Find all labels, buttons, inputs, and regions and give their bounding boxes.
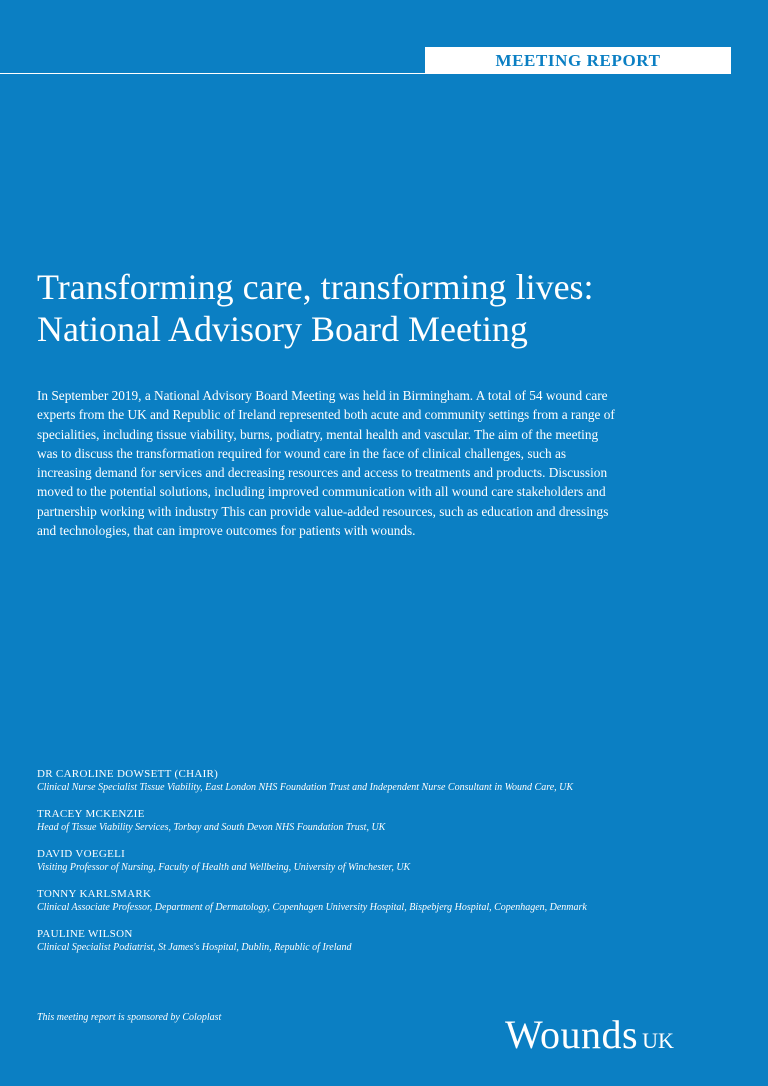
author-name: TRACEY MCKENZIE [37,808,145,820]
author-name: DR CAROLINE DOWSETT (CHAIR) [37,768,219,780]
logo-wordmark: Wounds [505,1012,639,1057]
author-entry [37,767,737,795]
abstract-paragraph: In September 2019, a National Advisory Board Meeting was held in Birmingham. A total of 54 wound care experts from the UK and Republic of Ireland represented both acute and community settings from a range of specialities, including tissue viability, burns, podiatry, mental health and vascular. The aim of the meeting was to discuss the transformation required for wound care in the face of clinical challenges, such as increasing demand for services and decreasing resources and access to treatments and products. Discussion moved to the potential solutions, including improved communication with all wound care stakeholders and partnership working with industry This can provide value-added resources, such as education and dressings and technologies, that can improve outcomes for patients with wounds. [37,388,615,539]
page-title [37,266,737,350]
report-type-badge: MEETING REPORT [425,47,731,74]
author-affiliation: Clinical Specialist Podiatrist, St James's Hospital, Dublin, Republic of Ireland [37,942,352,953]
wounds-uk-logo [505,1010,725,1060]
author-entry [37,887,737,915]
author-entry [37,847,737,875]
author-list [37,767,737,967]
author-entry [37,807,737,835]
author-affiliation: Clinical Associate Professor, Department of Dermatology, Copenhagen University Hospital, Bispebjerg Hospital, Copenhagen, Denmark [37,902,587,913]
sponsor-note: This meeting report is sponsored by Coloplast [37,1012,222,1023]
author-affiliation: Clinical Nurse Specialist Tissue Viability, East London NHS Foundation Trust and Independent Nurse Consultant in Wound Care, UK [37,782,574,793]
author-affiliation: Visiting Professor of Nursing, Faculty of Health and Wellbeing, University of Winchester, UK [37,862,411,873]
author-name: DAVID VOEGELI [37,848,126,860]
author-name: PAULINE WILSON [37,928,133,940]
logo-suffix: UK [642,1028,674,1053]
author-name: TONNY KARLSMARK [37,888,152,900]
author-entry [37,927,737,955]
header-rule [0,73,425,74]
title-line-1: Transforming care, transforming lives: [37,267,594,307]
author-affiliation: Head of Tissue Viability Services, Torbay and South Devon NHS Foundation Trust, UK [37,822,386,833]
title-line-2: National Advisory Board Meeting [37,309,528,349]
